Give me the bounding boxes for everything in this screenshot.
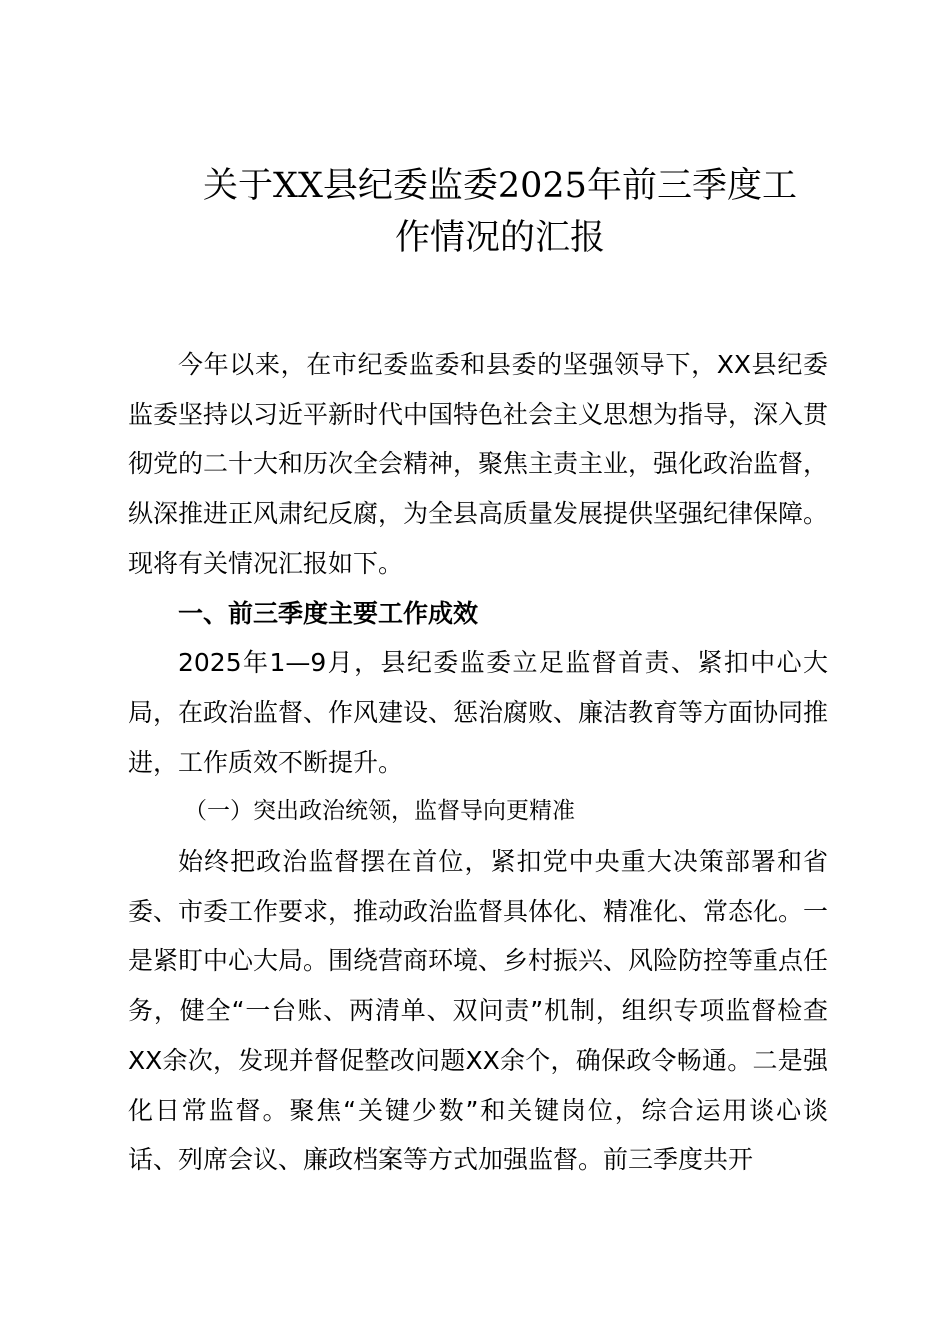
- subsection-1-paragraph: 始终把政治监督摆在首位，紧扣党中央重大决策部署和省委、市委工作要求，推动政治监督具体化、精准化、常态化。一是紧盯中心大局。围绕营商环境、乡村振兴、风险防控等重点任务，健全“一台账、两清单、双问责”机制，组织专项监督检查XX余次，发现并督促整改问题XX余个，确保政令畅通。二是强化日常监督。聚焦“关键少数”和关键岗位，综合运用谈心谈话、列席会议、廉政档案等方式加强监督。前三季度共开: [128, 847, 829, 1175]
- document-body: [128, 340, 828, 1185]
- document-title: [150, 160, 850, 264]
- section-heading-1: 一、前三季度主要工作成效: [178, 598, 479, 628]
- title-line-1: 关于XX县纪委监委2025年前三季度工: [203, 166, 797, 206]
- subsection-heading-1: （一）突出政治统领，监督导向更精准: [184, 798, 575, 825]
- intro-paragraph: 今年以来，在市纪委监委和县委的坚强领导下，XX县纪委监委坚持以习近平新时代中国特色社会主义思想为指导，深入贯彻党的二十大和历次全会精神，聚焦主责主业，强化政治监督，纵深推进正风肃纪反腐，为全县高质量发展提供坚强纪律保障。现将有关情况汇报如下。: [128, 350, 829, 578]
- section-1-summary-paragraph: 2025年1—9月，县纪委监委立足监督首责、紧扣中心大局，在政治监督、作风建设、惩治腐败、廉洁教育等方面协同推进，工作质效不断提升。: [128, 648, 829, 777]
- title-line-2: 作情况的汇报: [394, 218, 605, 258]
